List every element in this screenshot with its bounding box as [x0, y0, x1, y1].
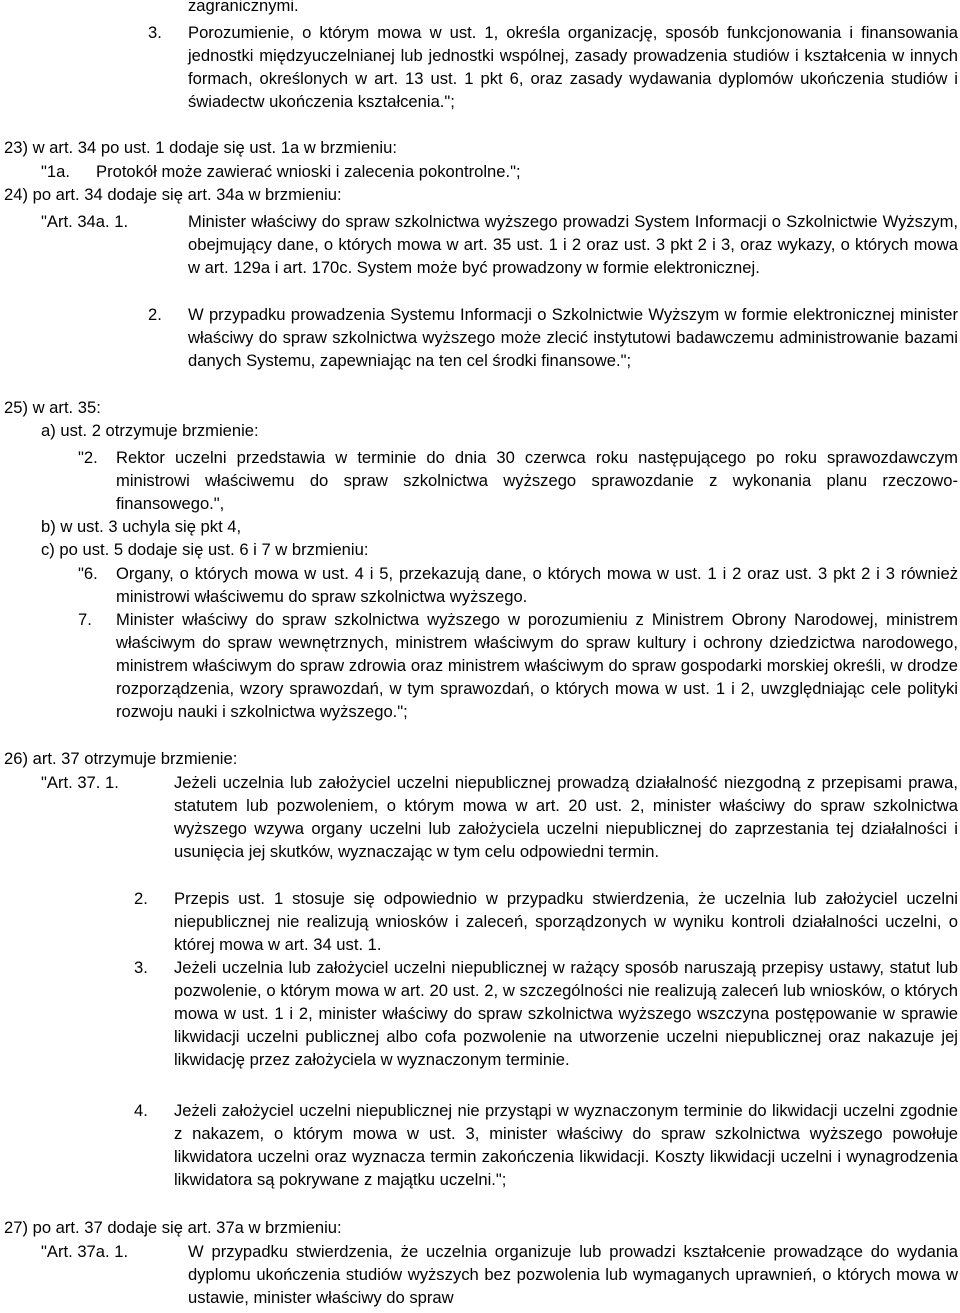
- article-heading: "Art. 34a. 1.: [41, 212, 129, 231]
- amendment-item: 27) po art. 37 dodaje się art. 37a w brzmieniu:: [4, 1218, 342, 1237]
- paragraph: Protokół może zawierać wnioski i zalecenia pokontrolne.";: [96, 162, 521, 181]
- paragraph: Porozumienie, o którym mowa w ust. 1, określa organizację, sposób funkcjonowania i finansowania jednostki międzyuczelnianej lub jednostki wspólnej, zasady prowadzenia studiów i kształcenia w innych formach, określonych w art. 13 ust. 1 pkt 6, oraz zasady wydawania dyplomów ukończenia studiów i świadectw ukończenia kształcenia.";: [188, 23, 958, 112]
- point-number: 3.: [134, 958, 148, 977]
- paragraph: Jeżeli uczelnia lub założyciel uczelni niepublicznej w rażący sposób naruszają przepisy ustawy, statut lub pozwolenie, o którym mowa w art. 20 ust. 2, w szczególności nie realizują zaleceń lub wniosków, o których mowa w ust. 1 i 2, minister właściwy do spraw szkolnictwa wyższego wszczyna postępowanie w sprawie likwidacji uczelni publicznej albo cofa pozwolenie na utworzenie uczelni niepublicznej oraz nakazuje jej likwidację przez założyciela w wyznaczonym terminie.: [174, 958, 958, 1070]
- paragraph: W przypadku stwierdzenia, że uczelnia organizuje lub prowadzi kształcenie prowadzące do wydania dyplomu ukończenia studiów wyższych bez pozwolenia lub wymaganych uprawnień, o których mowa w ustawie, minister właściwy do spraw: [188, 1242, 958, 1308]
- article-heading: "Art. 37a. 1.: [41, 1242, 129, 1261]
- paragraph: Jeżeli uczelnia lub założyciel uczelni niepublicznej prowadzą działalność niezgodną z przepisami prawa, statutem lub pozwoleniem, o którym mowa w art. 20 ust. 2, minister właściwy do spraw szkolnictwa wyższego wzywa organy uczelni lub założyciela uczelni niepublicznej do zaprzestania tej działalności i usunięcia jej skutków, wyznaczając w tym celu odpowiedni termin.: [174, 773, 958, 862]
- point-number: 3.: [148, 23, 162, 42]
- article-heading: "Art. 37. 1.: [41, 773, 119, 792]
- point-number: "2.: [78, 448, 98, 467]
- paragraph: Jeżeli założyciel uczelni niepublicznej nie przystąpi w wyznaczonym terminie do likwidacji uczelni zgodnie z nakazem, o którym mowa w ust. 3, minister właściwy do spraw szkolnictwa wyższego powołuje likwidatora uczelni oraz wyznacza termin zakończenia likwidacji. Koszty likwidacji uczelni i wynagrodzenia likwidatora są pokrywane z majątku uczelni.";: [174, 1101, 958, 1190]
- point-number: "1a.: [41, 162, 70, 181]
- amendment-subitem: a) ust. 2 otrzymuje brzmienie:: [41, 421, 259, 440]
- amendment-item: 23) w art. 34 po ust. 1 dodaje się ust. 1a w brzmieniu:: [4, 138, 397, 157]
- paragraph: Minister właściwy do spraw szkolnictwa wyższego prowadzi System Informacji o Szkolnictwie Wyższym, obejmujący dane, o których mowa w art. 35 ust. 1 i 2 oraz ust. 3 pkt 2 i 3, oraz wykazy, o których mowa w art. 129a i art. 170c. System może być prowadzony w formie elektronicznej.: [188, 212, 958, 278]
- amendment-subitem: c) po ust. 5 dodaje się ust. 6 i 7 w brzmieniu:: [41, 540, 369, 559]
- paragraph: Przepis ust. 1 stosuje się odpowiednio w przypadku stwierdzenia, że uczelnia lub założyciel uczelni niepublicznej nie realizują wniosków i zaleceń, sporządzonych w wyniku kontroli działalności uczelni, o której mowa w art. 34 ust. 1.: [174, 889, 958, 955]
- paragraph: Organy, o których mowa w ust. 4 i 5, przekazują dane, o których mowa w ust. 1 i 2 oraz ust. 3 pkt 2 i 3 również ministrowi właściwemu do spraw szkolnictwa wyższego.: [116, 564, 958, 607]
- amendment-item: 25) w art. 35:: [4, 398, 101, 417]
- paragraph: Rektor uczelni przedstawia w terminie do dnia 30 czerwca roku następującego po roku sprawozdawczym ministrowi właściwemu do spraw szkolnictwa wyższego sprawozdanie z wykonania planu rzeczowo-finansowego.",: [116, 448, 958, 514]
- point-number: "6.: [78, 564, 98, 583]
- paragraph: W przypadku prowadzenia Systemu Informacji o Szkolnictwie Wyższym w formie elektronicznej minister właściwy do spraw szkolnictwa wyższego może zlecić instytutowi badawczemu administrowanie bazami danych Systemu, zapewniając na ten cel środki finansowe.";: [188, 305, 958, 371]
- amendment-item: 26) art. 37 otrzymuje brzmienie:: [4, 749, 238, 768]
- point-number: 2.: [134, 889, 148, 908]
- amendment-item: 24) po art. 34 dodaje się art. 34a w brzmieniu:: [4, 185, 342, 204]
- point-number: 4.: [134, 1101, 148, 1120]
- point-number: 7.: [78, 610, 92, 629]
- point-number: 2.: [148, 305, 162, 324]
- paragraph: Minister właściwy do spraw szkolnictwa wyższego w porozumieniu z Ministrem Obrony Narodowej, ministrem właściwym do spraw wewnętrznych, ministrem właściwym do spraw kultury i ochrony dziedzictwa narodowego, ministrem właściwym do spraw zdrowia oraz ministrem właściwym do spraw gospodarki morskiej określi, w drodze rozporządzenia, wzory sprawozdań, w tym sprawozdań, o których mowa w ust. 1 i 2, uwzględniając cele polityki rozwoju nauki i szkolnictwa wyższego.";: [116, 610, 958, 722]
- amendment-subitem: b) w ust. 3 uchyla się pkt 4,: [41, 517, 242, 536]
- text-line: zagranicznymi.: [188, 0, 299, 15]
